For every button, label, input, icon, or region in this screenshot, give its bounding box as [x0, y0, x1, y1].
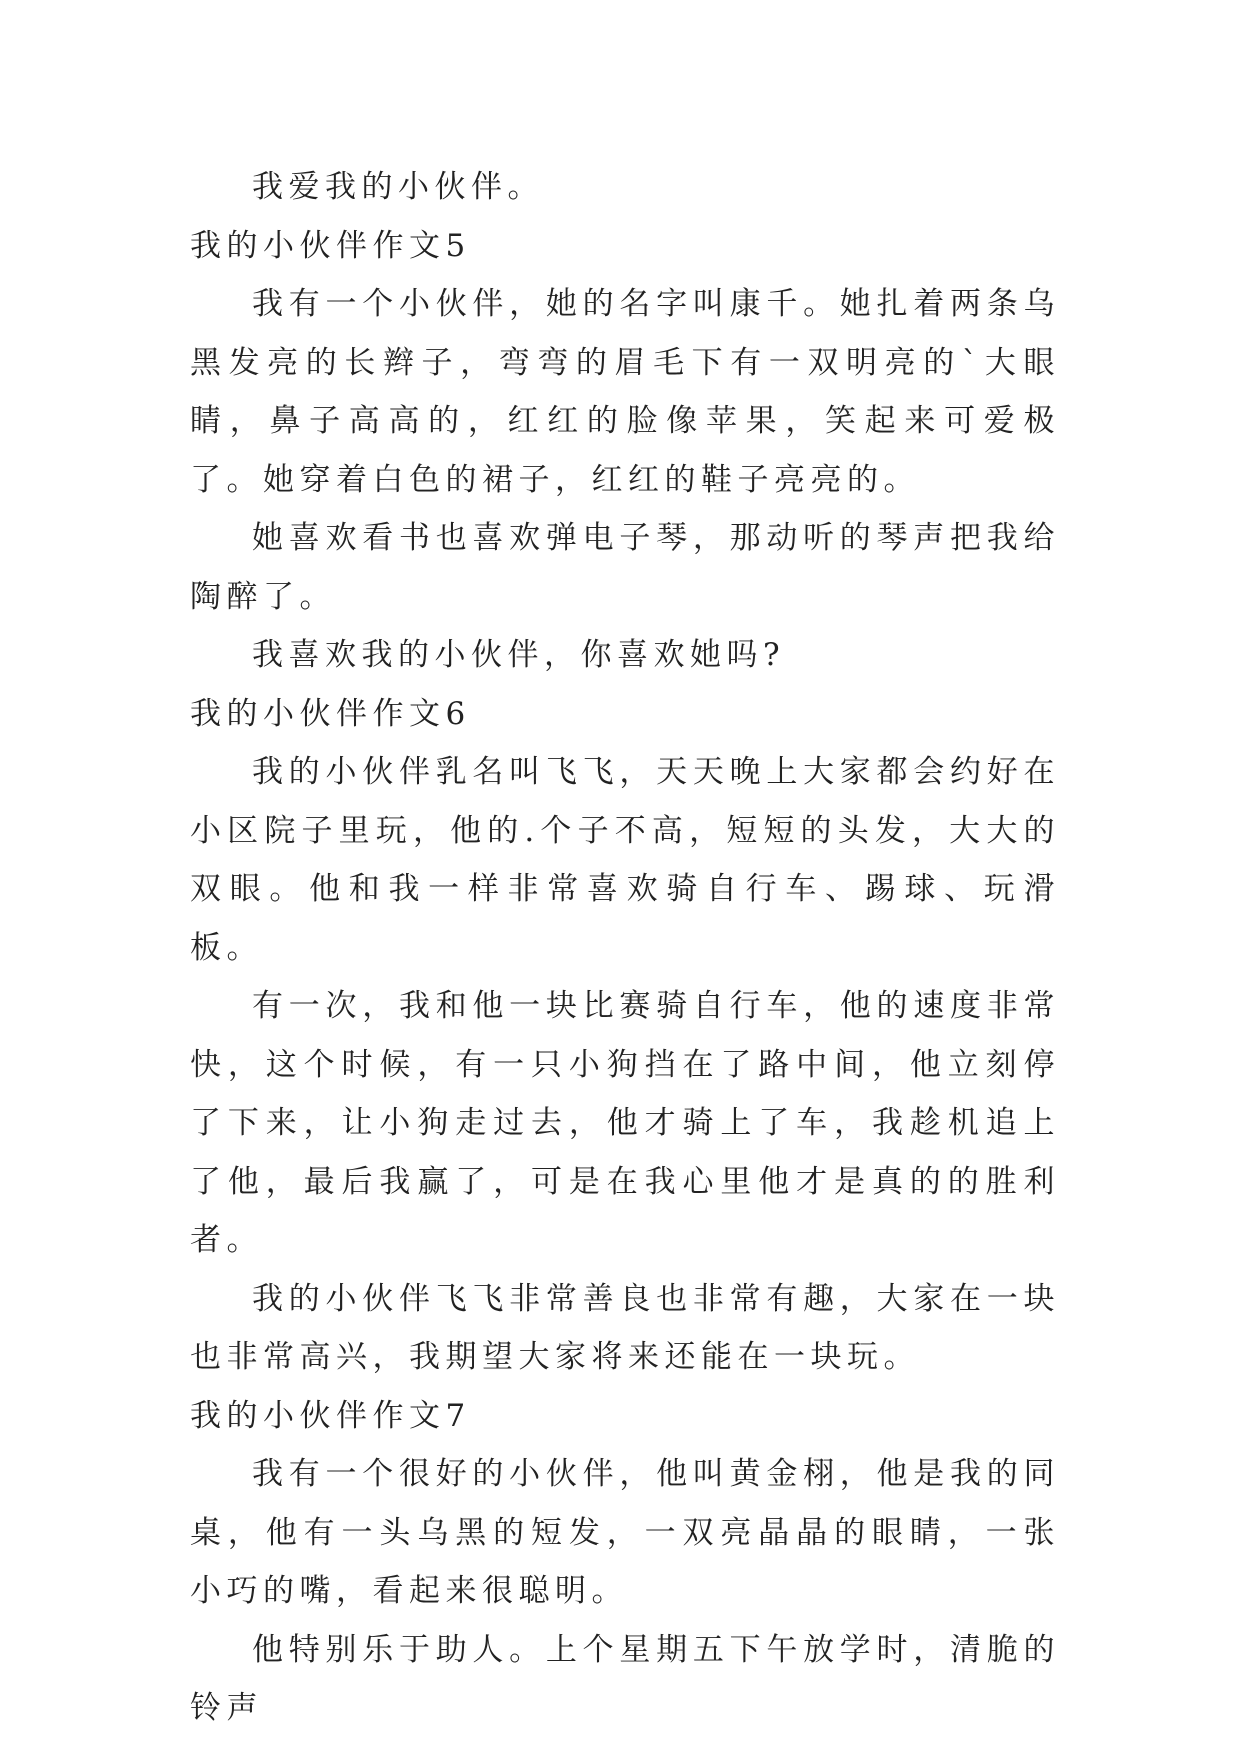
- paragraph: 我的小伙伴飞飞非常善良也非常有趣，大家在一块也非常高兴，我期望大家将来还能在一块玩。: [190, 1280, 1060, 1375]
- paragraph: 我的小伙伴乳名叫飞飞，天天晚上大家都会约好在小区院子里玩，他的.个子不高，短短的头发，大大的双眼。他和我一样非常喜欢骑自行车、踢球、玩滑板。: [190, 754, 1060, 966]
- paragraph: 他特别乐于助人。上个星期五下午放学时，清脆的铃声: [190, 1631, 1060, 1726]
- essay-heading: 我的小伙伴作文6: [190, 695, 471, 732]
- paragraph: 我有一个很好的小伙伴，他叫黄金栩，他是我的同桌，他有一头乌黑的短发，一双亮晶晶的眼睛，一张小巧的嘴，看起来很聪明。: [190, 1456, 1060, 1609]
- paragraph: 我爱我的小伙伴。: [252, 169, 544, 205]
- paragraph: 有一次，我和他一块比赛骑自行车，他的速度非常快，这个时候，有一只小狗挡在了路中间，他立刻停了下来，让小狗走过去，他才骑上了车，我趁机追上了他，最后我赢了，可是在我心里他才是真的的胜利者。: [190, 988, 1060, 1258]
- essay-heading: 我的小伙伴作文5: [190, 227, 471, 264]
- paragraph: 她喜欢看书也喜欢弹电子琴，那动听的琴声把我给陶醉了。: [190, 520, 1060, 615]
- essay-heading: 我的小伙伴作文7: [190, 1397, 471, 1434]
- document-body: [190, 158, 1060, 1738]
- paragraph: 我喜欢我的小伙伴，你喜欢她吗?: [252, 637, 786, 673]
- paragraph: 我有一个小伙伴，她的名字叫康千。她扎着两条乌黑发亮的长辫子，弯弯的眉毛下有一双明亮的`大眼睛，鼻子高高的，红红的脸像苹果，笑起来可爱极了。她穿着白色的裙子，红红的鞋子亮亮的。: [190, 286, 1060, 498]
